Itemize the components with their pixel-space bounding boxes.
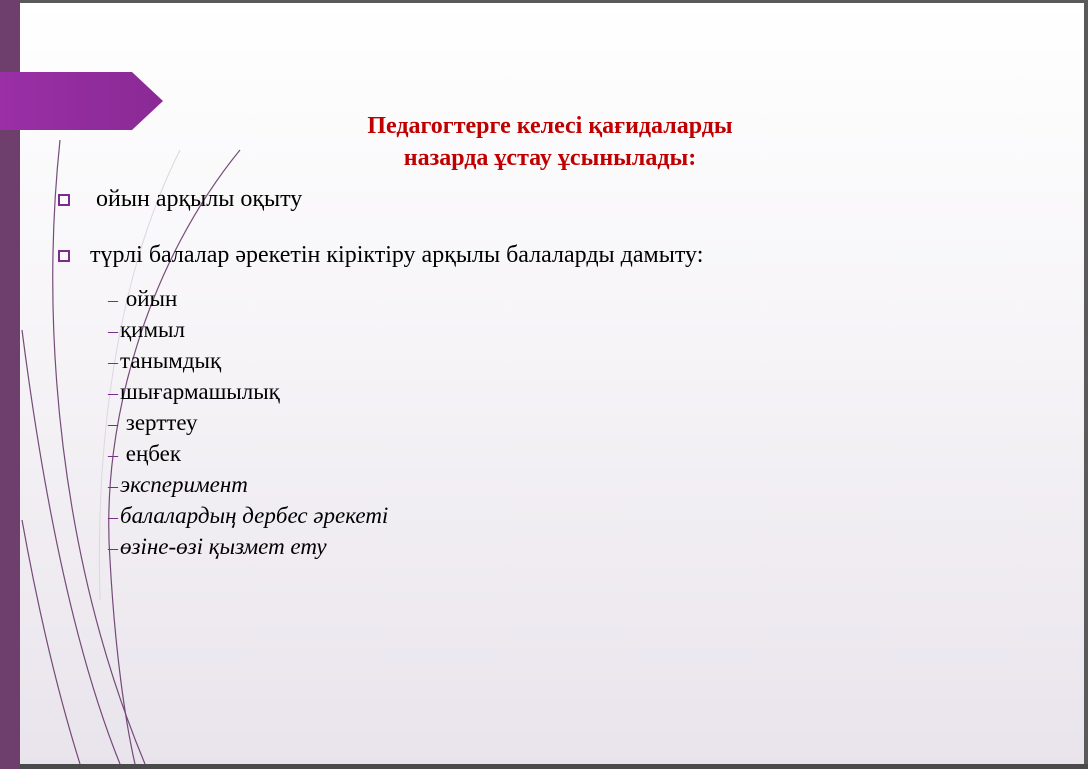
dash-icon: – (108, 382, 118, 404)
dash-icon: – (108, 537, 118, 559)
sub-item (108, 438, 181, 471)
bullet-item (58, 186, 302, 213)
sub-item-text: қимыл (120, 317, 185, 342)
sub-item-text: ойын (120, 286, 178, 311)
sub-item (108, 345, 221, 378)
dash-icon: – (108, 506, 118, 528)
dash-icon: – (108, 475, 118, 497)
square-bullet-icon (58, 250, 70, 262)
sub-item-text: балалардың дербес әрекеті (120, 503, 389, 528)
dash-icon: – (108, 320, 118, 342)
sub-item (108, 283, 177, 316)
dash-icon: – (108, 444, 118, 466)
sub-item-text: еңбек (120, 441, 182, 466)
title-tab-arrow (0, 72, 163, 130)
dash-icon: – (108, 413, 118, 435)
bullet-text: ойын арқылы оқыту (96, 186, 303, 212)
sub-item (108, 500, 388, 533)
dash-icon: – (108, 351, 118, 373)
sub-item (108, 469, 248, 502)
square-bullet-icon (58, 194, 70, 206)
title-line-1: Педагогтерге келесі қағидаларды (367, 113, 733, 139)
sub-item-text: танымдық (120, 348, 222, 373)
bullet-item (58, 242, 703, 269)
slide-title (300, 110, 800, 174)
sub-item (108, 376, 280, 409)
sub-item-text: шығармашылық (120, 379, 280, 404)
title-line-2: назарда ұстау ұсынылады: (403, 145, 697, 171)
dash-icon: – (108, 289, 118, 311)
sub-item-text: эксперимент (120, 472, 248, 497)
sub-item-text: зерттеу (120, 410, 198, 435)
sub-item (108, 314, 185, 347)
sub-item-text: өзіне-өзі қызмет ету (120, 534, 327, 559)
bullet-text: түрлі балалар әрекетін кіріктіру арқылы балаларды дамыту: (90, 242, 704, 268)
sub-item (108, 531, 327, 564)
sub-item (108, 407, 197, 440)
